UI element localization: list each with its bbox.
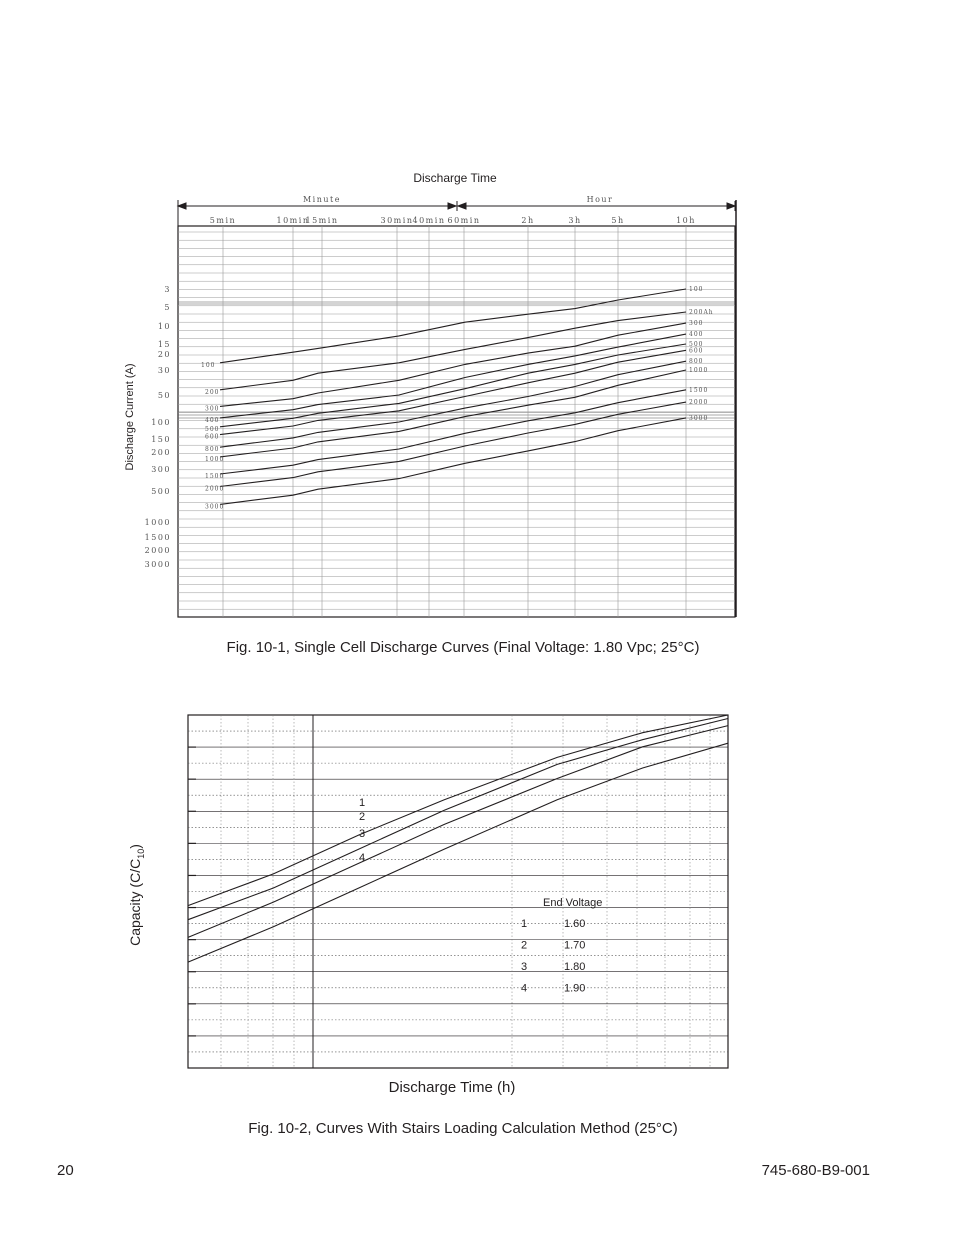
fig2-series-label: 4 (359, 852, 366, 864)
fig1-ytick-label: 5 (164, 303, 171, 312)
fig2-legend-value: 1.80 (564, 961, 586, 973)
fig1-ytick-label: 150 (151, 435, 171, 444)
page-number: 20 (57, 1162, 74, 1179)
fig1-xtick-label: 10h (676, 216, 696, 225)
fig1-xtick-label: 5min (209, 216, 237, 225)
fig1-series-start-label: 200 (205, 388, 220, 396)
fig1-series-line (220, 350, 686, 434)
fig1-xtick-label: 15min (305, 216, 339, 225)
fig2-legend-index: 2 (521, 939, 528, 952)
fig1-chart (124, 171, 736, 617)
fig1-series-end-label: 3000 (689, 414, 709, 422)
fig2-legend-title: End Voltage (543, 897, 603, 909)
fig1-hour-label: Hour (586, 195, 614, 204)
fig2-legend-value: 1.70 (564, 939, 586, 952)
fig1-xtick-label: 60min (447, 216, 481, 225)
fig1-series-line (220, 323, 686, 406)
fig1-series-start-label: 100 (201, 361, 216, 369)
fig2-ylabel-close: ) (127, 844, 143, 849)
fig1-ytick-label: 10 (157, 322, 171, 331)
fig2-series-line (188, 743, 728, 962)
fig2-grid (188, 715, 728, 1068)
fig2-xlabel: Discharge Time (h) (388, 1079, 516, 1096)
fig1-ylabel: Discharge Current (A) (124, 363, 136, 471)
fig1-series-start-label: 800 (205, 446, 220, 454)
fig2-legend-index: 1 (521, 918, 528, 930)
fig2-chart (127, 715, 728, 1096)
fig1-series-end-label: 800 (689, 358, 704, 366)
fig1-xtick-label: 40min (412, 216, 446, 225)
fig1-series-start-label: 2000 (205, 485, 225, 493)
fig1-caption: Fig. 10-1, Single Cell Discharge Curves (Final Voltage: 1.80 Vpc; 25°C) (226, 639, 700, 656)
fig1-ytick-label: 1500 (144, 533, 171, 542)
fig1-series-end-label: 400 (689, 331, 704, 339)
fig2-series-line (188, 715, 728, 906)
fig1-series (220, 289, 686, 504)
fig2-series-label: 1 (359, 797, 366, 809)
fig1-series-end-label: 600 (689, 347, 704, 355)
fig1-ytick-label: 500 (151, 487, 171, 496)
fig1-span-arrows (178, 201, 735, 211)
fig1-series-start-label: 300 (205, 405, 220, 413)
fig1-xtick-label: 30min (380, 216, 414, 225)
fig1-xtick-label: 2h (521, 216, 535, 225)
fig1-series-line (220, 418, 686, 505)
fig1-xtick-labels (210, 216, 696, 225)
fig1-series-start-labels (201, 362, 224, 511)
fig2-series (188, 715, 728, 962)
fig2-series-labels (359, 797, 365, 864)
fig2-series-line (188, 726, 728, 938)
fig1-series-end-label: 200Ah (689, 308, 714, 316)
fig1-xtick-label: 10min (276, 216, 310, 225)
fig2-series-label: 2 (359, 811, 366, 823)
fig1-series-end-label: 100 (689, 286, 704, 293)
fig1-ytick-label: 1000 (144, 518, 171, 527)
fig1-ytick-label: 2000 (144, 546, 171, 555)
fig1-series-start-label: 500 (205, 425, 220, 433)
fig1-series-start-label: 1000 (205, 455, 225, 463)
fig1-minute-label: Minute (302, 195, 342, 204)
fig1-ytick-labels (145, 285, 171, 569)
fig2-legend (521, 897, 602, 995)
fig2-legend-index: 3 (521, 961, 528, 973)
fig1-ytick-label: 30 (157, 366, 171, 375)
fig1-xtick-label: 3h (568, 216, 582, 225)
fig1-series-line (220, 370, 686, 457)
fig1-series-start-label: 3000 (205, 503, 225, 511)
fig1-ytick-label: 200 (151, 448, 171, 457)
fig2-legend-index: 4 (521, 982, 528, 995)
fig2-ylabel-sub: 10 (136, 848, 146, 859)
fig1-series-end-label: 2000 (689, 399, 709, 407)
fig2-legend-value: 1.90 (564, 982, 586, 995)
fig1-xtick-label: 5h (611, 216, 625, 225)
fig1-ytick-label: 100 (151, 418, 171, 427)
fig2-series-label: 3 (359, 828, 366, 840)
fig1-ytick-label: 3000 (144, 560, 171, 569)
document-id: 745-680-B9-001 (761, 1162, 870, 1179)
fig1-series-end-label: 300 (689, 320, 704, 328)
fig1-ytick-label: 300 (151, 465, 171, 474)
fig2-legend-value: 1.60 (564, 918, 586, 930)
fig1-series-end-label: 1000 (689, 367, 709, 374)
fig1-ytick-label: 15 (157, 340, 171, 349)
fig2-ylabel-main: Capacity (C/C (127, 858, 143, 946)
fig1-series-start-label: 1500 (205, 473, 225, 481)
fig1-series-end-label: 1500 (689, 386, 709, 394)
fig1-series-start-label: 400 (205, 416, 220, 424)
fig1-series-start-label: 600 (205, 433, 220, 441)
fig1-ytick-label: 20 (157, 350, 171, 359)
fig1-top-label: Discharge Time (413, 171, 497, 185)
fig1-series-end-labels (689, 286, 714, 422)
fig1-series-end-label: 500 (689, 341, 704, 348)
fig1-ytick-label: 3 (164, 285, 171, 294)
fig2-caption: Fig. 10-2, Curves With Stairs Loading Calculation Method (25°C) (248, 1120, 678, 1137)
fig2-ylabel (127, 844, 146, 946)
fig1-series-line (220, 312, 686, 390)
fig1-ytick-label: 50 (157, 391, 171, 400)
